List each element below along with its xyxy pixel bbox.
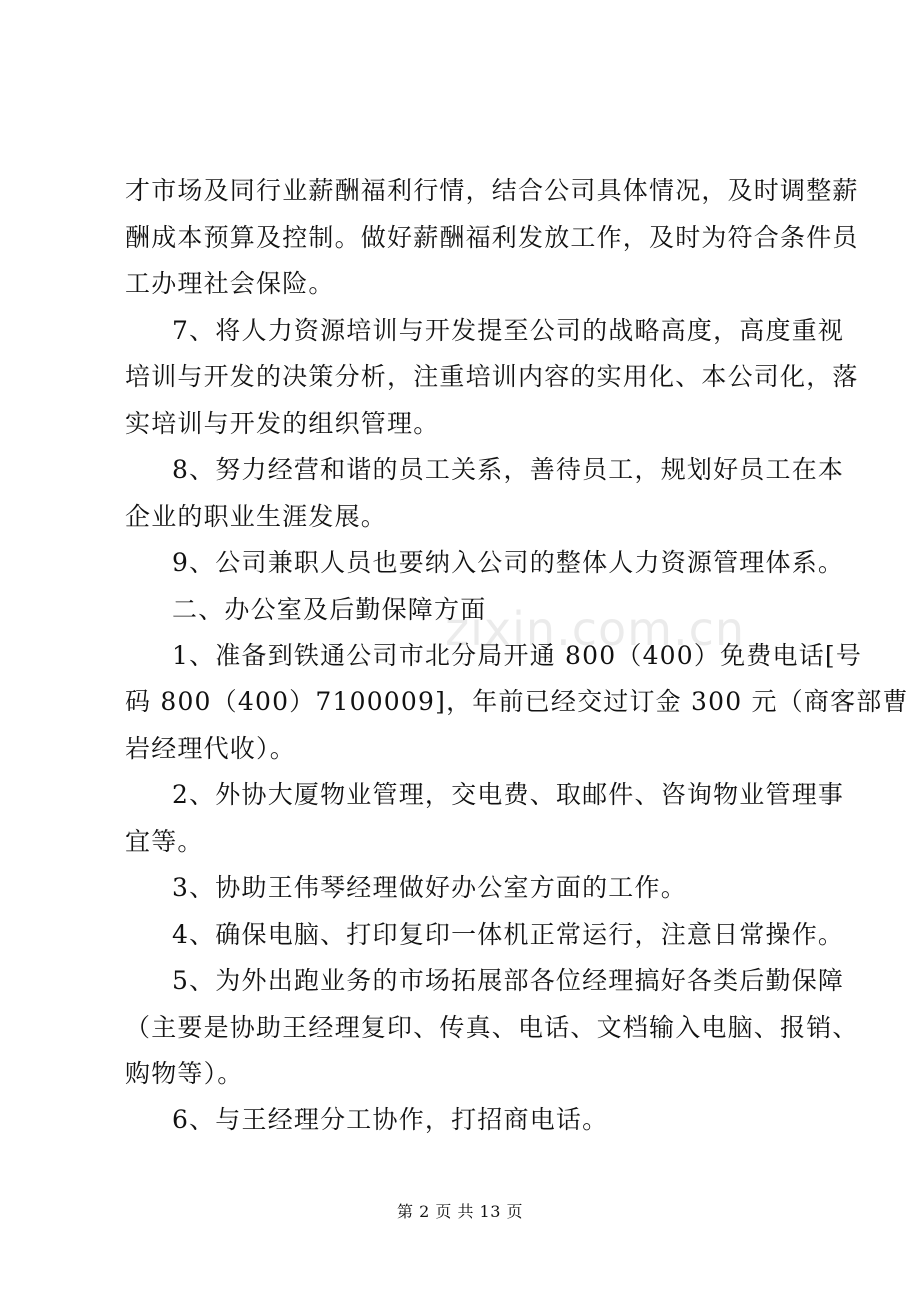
body-text-line: 码 800（400）7100009]，年前已经交过订金 300 元（商客部曹 [125,687,909,716]
paragraph-2-line: 2、外协大厦物业管理，交电费、取邮件、咨询物业管理事 [172,780,845,809]
body-text-line: 酬成本预算及控制。做好薪酬福利发放工作，及时为符合条件员 [125,223,859,252]
body-text-line: 宜等。 [125,827,204,856]
section-heading: 二、办公室及后勤保障方面 [172,595,487,624]
paragraph-5-line: 5、为外出跑业务的市场拓展部各位经理搞好各类后勤保障 [172,966,845,995]
body-text-line: 培训与开发的决策分析，注重培训内容的实用化、本公司化，落 [125,362,859,391]
paragraph-9-line: 9、公司兼职人员也要纳入公司的整体人力资源管理体系。 [172,548,845,577]
body-text-line: 岩经理代收）。 [125,734,296,763]
paragraph-8-line: 8、努力经营和谐的员工关系，善待员工，规划好员工在本 [172,455,845,484]
watermark: zixin.com.cn [445,602,746,656]
page-footer: 第 2 页 共 13 页 [397,1202,523,1221]
body-text-line: 才市场及同行业薪酬福利行情，结合公司具体情况，及时调整薪 [125,176,859,205]
body-text-line: （主要是协助王经理复印、传真、电话、文档输入电脑、报销、 [125,1013,859,1042]
paragraph-6-line: 6、与王经理分工协作，打招商电话。 [172,1105,609,1134]
paragraph-1-line: 1、准备到铁通公司市北分局开通 800（400）免费电话[号 [172,641,863,670]
paragraph-3-line: 3、协助王伟琴经理做好办公室方面的工作。 [172,873,687,902]
body-text-line: 实培训与开发的组织管理。 [125,409,440,438]
body-text-line: 工办理社会保险。 [125,269,335,298]
body-text-line: 购物等）。 [125,1059,244,1088]
paragraph-7-line: 7、将人力资源培训与开发提至公司的战略高度，高度重视 [172,316,845,345]
paragraph-4-line: 4、确保电脑、打印复印一体机正常运行，注意日常操作。 [172,920,845,949]
body-text-line: 企业的职业生涯发展。 [125,502,388,531]
